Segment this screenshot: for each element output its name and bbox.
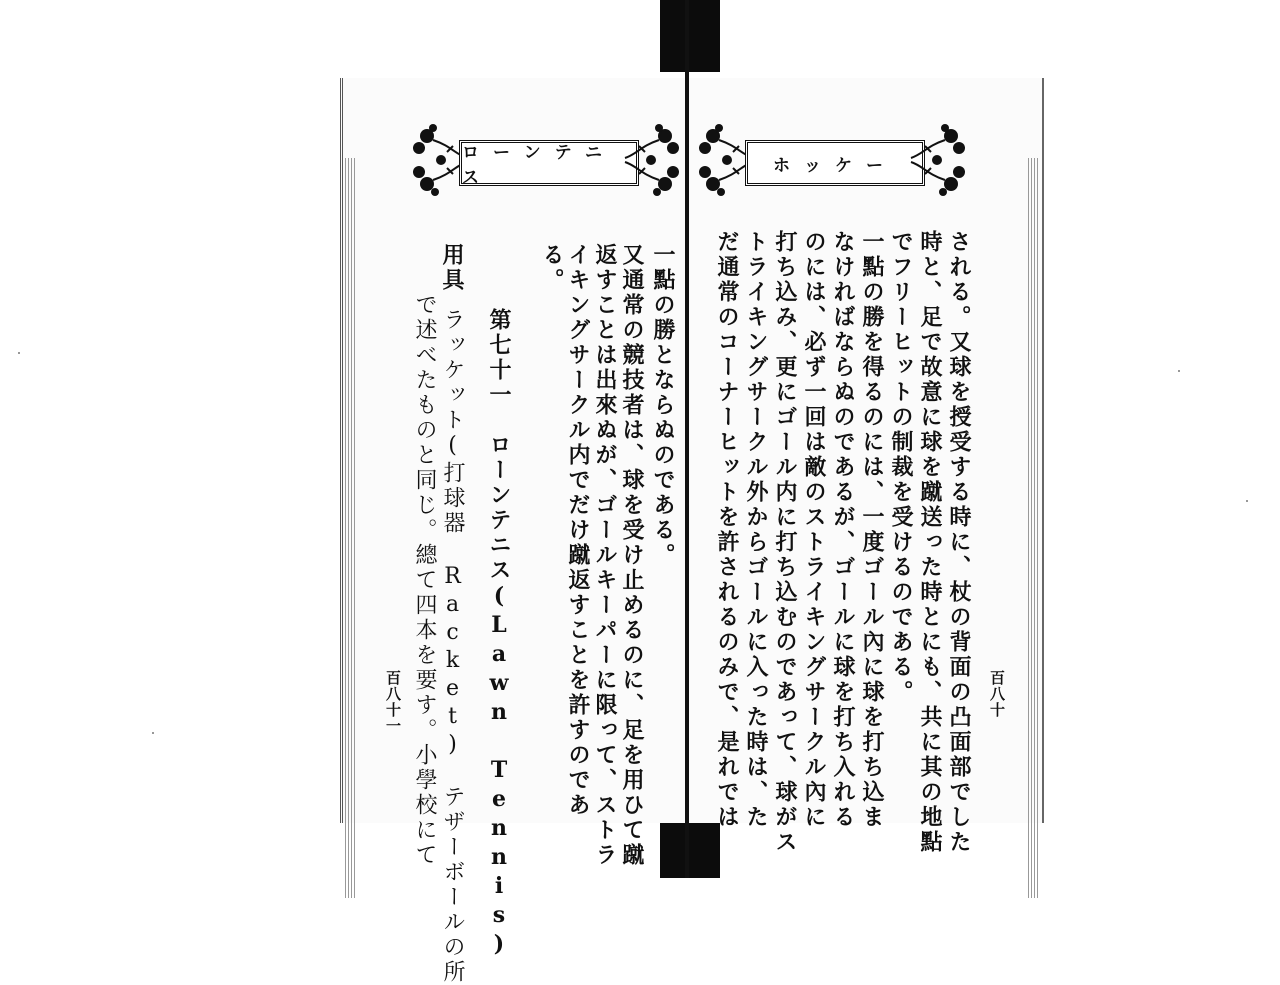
text-column: なければならぬのであるが、ゴールに球を打ち入れる: [830, 230, 856, 830]
binding-clip-top: [660, 0, 720, 72]
section-heading: 第七十一 ローンテニス(Lawn Tennis): [486, 308, 512, 960]
text-column: トライキングサークル外からゴールに入った時は、た: [743, 230, 769, 830]
page-header-title: ローンテニス: [462, 143, 616, 188]
floral-ornament-icon: [621, 122, 681, 198]
binding-clip-bottom: [660, 815, 720, 878]
text-column: 又通常の競技者は、球を受け止めるのに、足を用ひて蹴: [619, 243, 645, 868]
left-header-banner: [411, 130, 681, 194]
right-header-banner: [697, 130, 967, 194]
left-page: [340, 78, 688, 985]
text-column: 一點の勝を得るのには、一度ゴール內に球を打ち込ま: [859, 230, 885, 830]
text-column: でフリーヒットの制裁を受けるのである。: [888, 230, 914, 705]
text-column: イキングサークル内でだけ蹴返すことを許すのであ: [565, 243, 591, 818]
text-column: 一點の勝とならぬのである。: [650, 243, 676, 568]
page-header-title: ホッケー: [773, 155, 897, 176]
text-column: される。又球を授受する時に、杖の背面の凸面部でした: [946, 230, 972, 855]
subheading-equipment: 用具: [439, 243, 465, 293]
text-column: だ通常のコーナーヒットを許されるのみで、是れでは: [714, 230, 740, 830]
page-edge-lines: [345, 158, 357, 898]
right-page: [689, 78, 1044, 855]
text-column: 打ち込み、更にゴール内に打ち込むのであって、球がス: [772, 230, 798, 855]
text-column: で述べたものと同じ。總て四本を要す。小學校にて: [412, 293, 437, 868]
page-number: 百八十: [988, 670, 1006, 718]
text-column: のには、必ず一回は敵のストライキングサークル內に: [801, 230, 827, 830]
header-frame: [745, 140, 925, 186]
text-column: る。: [539, 243, 565, 293]
header-frame: [459, 140, 639, 186]
floral-ornament-icon: [907, 122, 967, 198]
text-column: 時と、足で故意に球を蹴送った時とにも、共に其の地點: [917, 230, 943, 855]
page-number: 百八十一: [384, 670, 402, 734]
page-edge-lines: [1028, 158, 1040, 898]
text-column: 返すことは出來ぬが、ゴールキーパーに限って、ストラ: [592, 243, 618, 868]
text-column: ラッケット(打球器 Racket) テザーボールの所: [440, 308, 465, 985]
